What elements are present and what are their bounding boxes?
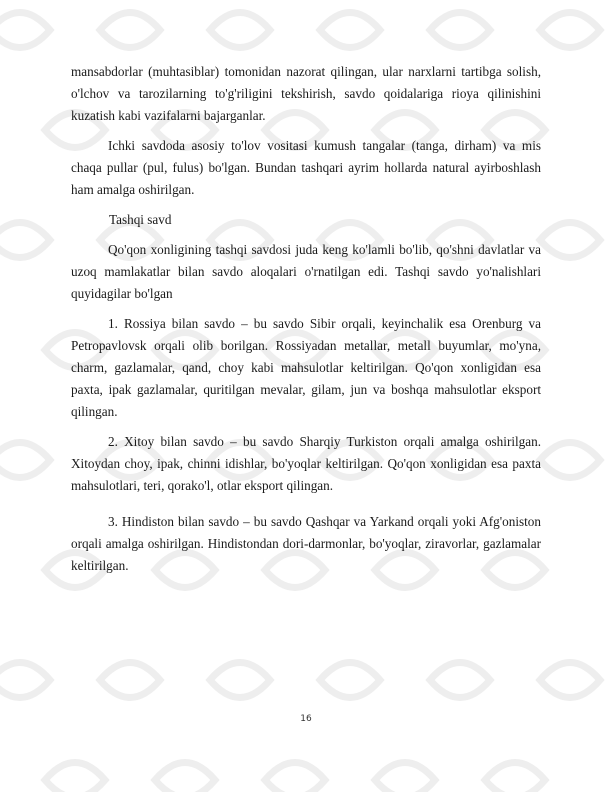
page-number: 16 bbox=[300, 714, 312, 724]
paragraph-external-trade-intro: Qo'qon xonligining tashqi savdosi juda keng ko'lamli bo'lib, qo'shni davlatlar va uzoq mamlakatlar bilan savdo aloqalari o'rnatilgan edi. Tashqi savdo yo'nalishlari quyidagilar bo'lgan bbox=[71, 242, 541, 301]
body-text bbox=[71, 61, 541, 577]
section-heading-external-trade: Tashqi savd bbox=[109, 212, 172, 227]
list-item-china-trade: 2. Xitoy bilan savdo – bu savdo Sharqiy Turkiston orqali amalga oshirilgan. Xitoydan choy, ipak, chinni idishlar, bo'yoqlar keltirilgan. Qo'qon xonligidan esa paxta mahsulotlari, teri, qorako'l, otlar eksport qilingan. bbox=[71, 434, 541, 493]
list-item-india-trade: 3. Hindiston bilan savdo – bu savdo Qashqar va Yarkand orqali yoki Afg'oniston orqali amalga oshirilgan. Hindistondan dori-darmonlar, bo'yoqlar, ziravorlar, gazlamalar keltirilgan. bbox=[71, 514, 541, 573]
paragraph-internal-trade-currency: Ichki savdoda asosiy to'lov vositasi kumush tangalar (tanga, dirham) va mis chaqa pullar (pul, fulus) bo'lgan. Bundan tashqari ayrim hollarda natural ayirboshlash ham amalga oshirilgan. bbox=[71, 138, 541, 197]
list-item-russia-trade: 1. Rossiya bilan savdo – bu savdo Sibir orqali, keyinchalik esa Orenburg va Petropavlovsk orqali olib borilgan. Rossiyadan metallar, metall buyumlar, mo'yna, charm, gazlamalar, qand, choy kabi mahsulotlar keltirilgan. Qo'qon xonligidan esa paxta, ipak gazlamalar, quritilgan mevalar, gilam, jun va boshqa mahsulotlar eksport qilingan. bbox=[71, 316, 541, 419]
paragraph-officials: mansabdorlar (muhtasiblar) tomonidan nazorat qilingan, ular narxlarni tartibga solish, o'lchov va tarozilarning to'g'riligini tekshirish, savdo qoidalariga rioya qilinishini kuzatish kabi vazifalarni bajarganlar. bbox=[71, 64, 541, 123]
